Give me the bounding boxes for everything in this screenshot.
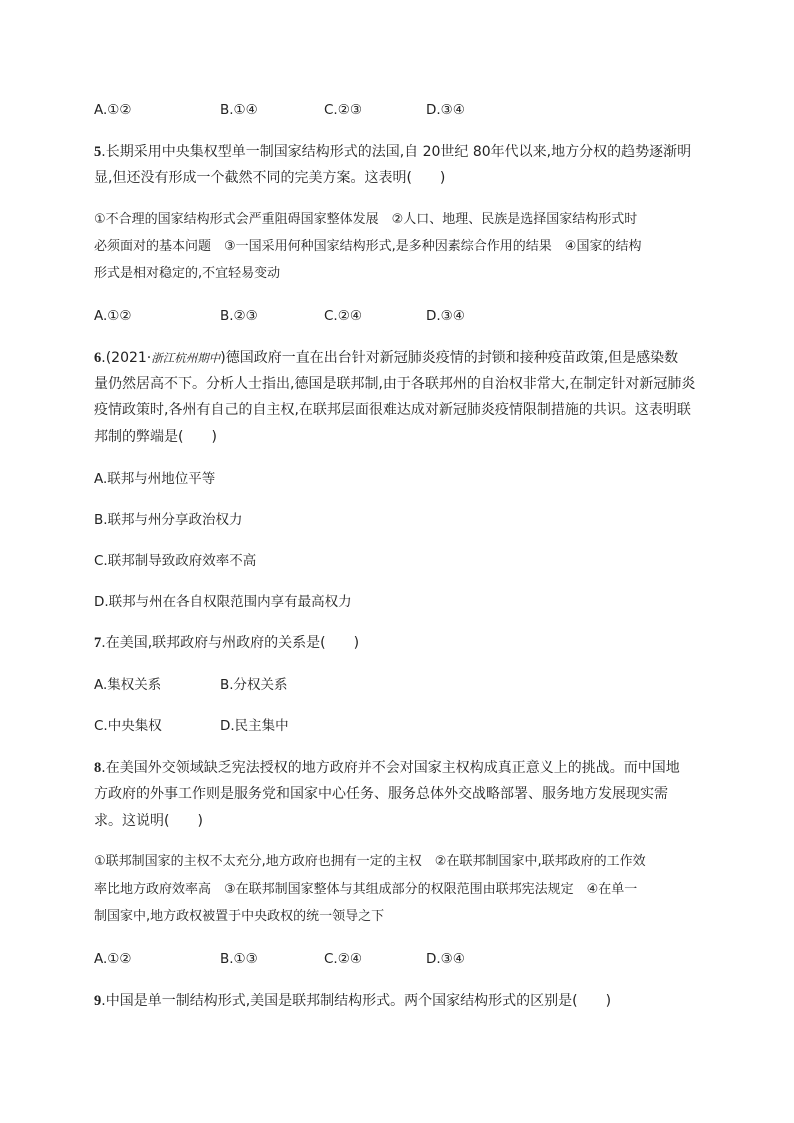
- q6-stem-line-3: 疫情政策时,各州有自己的自主权,在联邦层面很难达成对新冠肺炎疫情限制措施的共识。这表明联: [94, 402, 691, 418]
- q8-number: 8: [94, 760, 102, 776]
- q5-option-d[interactable]: D.③④: [426, 308, 465, 324]
- q7-stem: 7.在美国,联邦政府与州政府的关系是( ): [94, 635, 360, 651]
- q7-option-d[interactable]: D.民主集中: [220, 718, 289, 734]
- q7-option-b[interactable]: B.分权关系: [220, 677, 288, 693]
- q4-option-c[interactable]: C.②③: [324, 102, 362, 118]
- q8-option-c[interactable]: C.②④: [324, 951, 362, 967]
- q8-stem-line-1: 8.在美国外交领域缺乏宪法授权的地方政府并不会对国家主权构成真正意义上的挑战。而中国地: [94, 760, 680, 776]
- q8-statement-line-3: 制国家中,地方政权被置于中央政权的统一领导之下: [94, 909, 385, 924]
- q7-option-c[interactable]: C.中央集权: [94, 718, 162, 734]
- q5-option-b[interactable]: B.②③: [220, 308, 258, 324]
- q5-statement-line-2: 必须面对的基本问题 ③一国采用何种国家结构形式,是多种因素综合作用的结果 ④国家的结构: [94, 239, 642, 254]
- q6-stem-line-1: 6.(2021·浙江杭州期中)德国政府一直在出台针对新冠肺炎疫情的封锁和接种疫苗政策,但是感染数: [94, 350, 679, 366]
- q6-option-c[interactable]: C.联邦制导致政府效率不高: [94, 553, 257, 569]
- q8-option-d[interactable]: D.③④: [426, 951, 465, 967]
- q4-option-d[interactable]: D.③④: [426, 102, 465, 118]
- q8-option-a[interactable]: A.①②: [94, 951, 132, 967]
- q6-option-b[interactable]: B.联邦与州分享政治权力: [94, 512, 243, 528]
- q8-statement-line-2: 率比地方政府效率高 ③在联邦制国家整体与其组成部分的权限范围由联邦宪法规定 ④在单一: [94, 882, 638, 897]
- q5-stem-line-2: 显,但还没有形成一个截然不同的完美方案。这表明( ): [94, 170, 446, 186]
- q5-option-c[interactable]: C.②④: [324, 308, 362, 324]
- q6-option-a[interactable]: A.联邦与州地位平等: [94, 471, 216, 487]
- q5-stem-line-1: 5.长期采用中央集权型单一制国家结构形式的法国,自 20世纪 80年代以来,地方分权的趋势逐渐明: [94, 144, 692, 160]
- q8-statement-line-1: ①联邦制国家的主权不太充分,地方政府也拥有一定的主权 ②在联邦制国家中,联邦政府的工作效: [94, 854, 646, 869]
- q7-option-a[interactable]: A.集权关系: [94, 677, 162, 693]
- q5-option-a[interactable]: A.①②: [94, 308, 132, 324]
- q4-option-a[interactable]: A.①②: [94, 102, 132, 118]
- q6-stem-line-4: 邦制的弊端是( ): [94, 429, 217, 445]
- q7-number: 7: [94, 635, 102, 651]
- q5-number: 5: [94, 144, 102, 160]
- q9-number: 9: [94, 993, 102, 1009]
- q6-source: 浙江杭州期中: [151, 351, 221, 365]
- q8-option-b[interactable]: B.①③: [220, 951, 258, 967]
- q6-number: 6: [94, 350, 102, 366]
- q6-option-d[interactable]: D.联邦与州在各自权限范围内享有最高权力: [94, 594, 352, 610]
- q6-stem-line-2: 量仍然居高不下。分析人士指出,德国是联邦制,由于各联邦州的自治权非常大,在制定针对新冠肺炎: [94, 376, 696, 392]
- q8-stem-line-3: 求。这说明( ): [94, 813, 203, 829]
- q9-stem: 9.中国是单一制结构形式,美国是联邦制结构形式。两个国家结构形式的区别是( ): [94, 993, 612, 1009]
- q8-stem-line-2: 方政府的外事工作则是服务党和国家中心任务、服务总体外交战略部署、服务地方发展现实需: [94, 786, 668, 802]
- q5-statement-line-3: 形式是相对稳定的,不宜轻易变动: [94, 266, 281, 281]
- q4-option-b[interactable]: B.①④: [220, 102, 258, 118]
- q5-statement-line-1: ①不合理的国家结构形式会严重阻碍国家整体发展 ②人口、地理、民族是选择国家结构形式时: [94, 212, 638, 227]
